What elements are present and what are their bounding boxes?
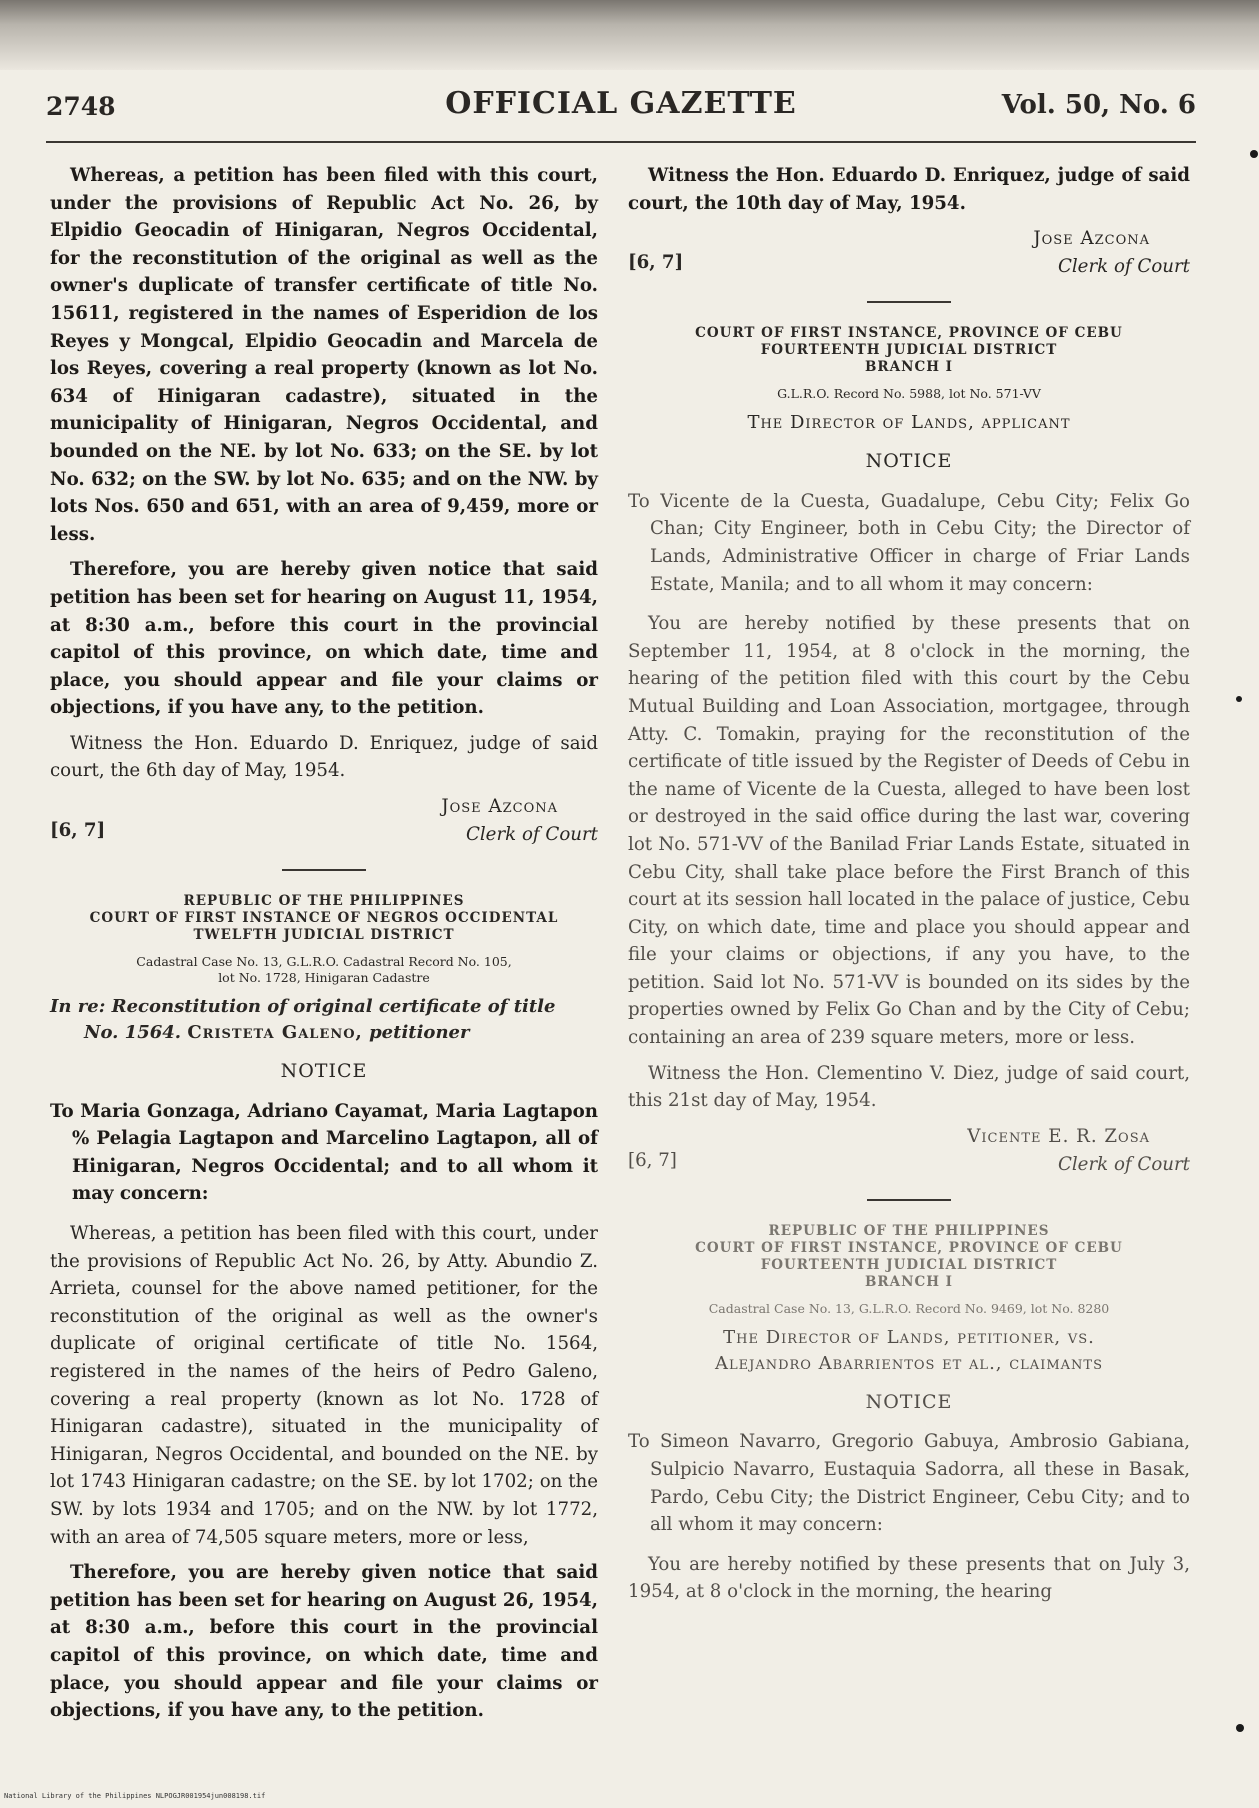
signature-block	[628, 1123, 1190, 1181]
signatory-office: Clerk of Court	[1057, 1153, 1190, 1175]
notice-heading: NOTICE	[865, 1390, 953, 1413]
court-heading: REPUBLIC OF THE PHILIPPINES COURT OF FIRST INSTANCE OF NEGROS OCCIDENTAL TWELFTH JUDICIAL DISTRICT	[89, 893, 559, 944]
signatory-office: Clerk of Court	[465, 824, 598, 846]
section-divider	[282, 869, 366, 871]
applicant-line: The Director of Lands, applicant	[747, 412, 1071, 434]
case-number: Cadastral Case No. 13, G.L.R.O. Record No. 9469, lot No. 8280	[708, 1300, 1110, 1316]
court-heading: REPUBLIC OF THE PHILIPPINES COURT OF FIRST INSTANCE, PROVINCE OF CEBU FOURTEENTH JUDICIAL DISTRICT BRANCH I	[695, 1222, 1123, 1290]
header-rule	[46, 141, 1196, 143]
scan-speck	[1236, 1724, 1244, 1732]
paragraph: Therefore, you are hereby given notice that said petition has been set for hearing on August 11, 1954, at 8:30 a.m., before this court in the provincial capitol of this province, on which date, time and place, you should appear and file your claims or objections, if you have any, to the petition.	[50, 559, 598, 719]
scan-shadow	[0, 0, 1259, 70]
addressees: To Vicente de la Cuesta, Guadalupe, Cebu City; Felix Go Chan; City Engineer, both in Cebu City; the Director of Lands, Administrative Officer in charge of Friar Lands Estate, Manila; and to all whom it may concern:	[628, 490, 1190, 595]
section-divider	[867, 301, 951, 303]
volume-number: Vol. 50, No. 6	[1001, 90, 1196, 120]
issue-reference: [6, 7]	[50, 820, 106, 842]
page-header	[46, 86, 1196, 130]
court-heading: COURT OF FIRST INSTANCE, PROVINCE OF CEBU FOURTEENTH JUDICIAL DISTRICT BRANCH I	[695, 325, 1123, 376]
signatory-name: Jose Azcona	[441, 796, 558, 818]
scan-speck	[1250, 150, 1258, 158]
issue-reference: [6, 7]	[628, 252, 684, 274]
addressees: To Simeon Navarro, Gregorio Gabuya, Ambrosio Gabiana, Sulpicio Navarro, Eustaquia Sadorra, all these in Basak, Pardo, Cebu City; the District Engineer, Cebu City; and to all whom it may concern:	[628, 1431, 1190, 1536]
paragraph: Whereas, a petition has been filed with this court, under the provisions of Republic Act No. 26, by Atty. Abundio Z. Arrieta, counsel for the above named petitioner, for the reconstitution of the original as well as the owner's duplicate of original certificate of title No. 1564, registered in the names of the heirs of Pedro Galeno, covering a real property (known as lot No. 1728 of Hinigaran cadastre), situated in the municipality of Hinigaran, Negros Occidental, and bounded on the NE. by lot 1743 Hinigaran cadastre; on the SE. by lot 1702; on the SW. by lots 1934 and 1705; and on the NW. by lot 1772, with an area of 74,505 square meters, more or less,	[50, 1223, 598, 1548]
paragraph: You are hereby notified by these presents that on July 3, 1954, at 8 o'clock in the morning, the hearing	[628, 1553, 1190, 1603]
paragraph: You are hereby notified by these presents that on September 11, 1954, at 8 o'clock in the morning, the hearing of the petition filed with this court by the Cebu Mutual Building and Loan Association, mortgagee, through Atty. C. Tomakin, praying for the reconstitution of the certificate of title issued by the Register of Deeds of Cebu in the name of Vicente de la Cuesta, alleged to have been lost or destroyed in the said office during the last war, covering lot No. 571-VV of the Banilad Friar Lands Estate, situated in Cebu City, shall take place before the First Branch of this court at its session hall located in the palace of justice, Cebu City, on which date, time and place you should appear and file your claims or objections, if any you have, to the petition. Said lot No. 571-VV is bounded on its sides by the properties owned by Felix Go Chan and by the City of Cebu; containing an area of 239 square meters, more or less.	[628, 613, 1190, 1049]
paragraph: Witness the Hon. Clementino V. Diez, judge of said court, this 21st day of May, 1954.	[628, 1062, 1190, 1112]
issue-reference: [6, 7]	[628, 1149, 677, 1171]
scan-footer: National Library of the Philippines NLPOGJR001954jun008198.tif	[4, 1792, 266, 1800]
section-divider	[867, 1199, 951, 1201]
signature-block	[50, 793, 598, 851]
paragraph: Whereas, a petition has been filed with this court, under the provisions of Republic Act No. 26, by Elpidio Geocadin of Hinigaran, Negros Occidental, for the reconstitution of the original as well as the owner's duplicate of transfer certificate of title No. 15611, registered in the names of Esperidion de los Reyes y Mongcal, Elpidio Geocadin and Marcela de los Reyes, covering a real property (known as lot No. 634 of Hinigaran cadastre), situated in the municipality of Hinigaran, Negros Occidental, and bounded on the NE. by lot No. 633; on the SE. by lot No. 632; on the SW. by lot No. 635; and on the NW. by lots Nos. 650 and 651, with an area of 9,459, more or less.	[50, 165, 598, 545]
signatory-name: Vicente E. R. Zosa	[967, 1125, 1150, 1147]
signatory-name: Jose Azcona	[1033, 228, 1150, 250]
left-column	[50, 162, 598, 1733]
case-number: Cadastral Case No. 13, G.L.R.O. Cadastral Record No. 105, lot No. 1728, Hinigaran Cadastre	[136, 954, 512, 986]
signature-block	[628, 225, 1190, 283]
case-title: In re: Reconstitution of original certificate of title No. 1564. Cristeta Galeno, petitioner	[50, 996, 556, 1044]
paragraph: Witness the Hon. Eduardo D. Enriquez, judge of said court, the 6th day of May, 1954.	[50, 732, 598, 782]
paragraph: Therefore, you are hereby given notice that said petition has been set for hearing on August 26, 1954, at 8:30 a.m., before this court in the provincial capitol of this province, on which date, time and place, you should appear and file your claims or objections, if you have any, to the petition.	[50, 1562, 598, 1722]
notice-heading: NOTICE	[865, 450, 953, 473]
notice-heading: NOTICE	[280, 1060, 368, 1083]
parties-line: The Director of Lands, petitioner, vs. Alejandro Abarrientos et al., claimants	[715, 1326, 1103, 1374]
scan-speck	[1236, 696, 1242, 702]
addressees: To Maria Gonzaga, Adriano Cayamat, Maria Lagtapon % Pelagia Lagtapon and Marcelino Lagtapon, all of Hinigaran, Negros Occidental; and to all whom it may concern:	[50, 1100, 598, 1205]
case-number: G.L.R.O. Record No. 5988, lot No. 571-VV	[777, 386, 1041, 402]
paragraph: Witness the Hon. Eduardo D. Enriquez, judge of said court, the 10th day of May, 1954.	[628, 165, 1190, 214]
signatory-office: Clerk of Court	[1057, 256, 1190, 278]
right-column	[628, 162, 1190, 1614]
page-number: 2748	[46, 92, 116, 121]
publication-title: OFFICIAL GAZETTE	[445, 86, 797, 121]
